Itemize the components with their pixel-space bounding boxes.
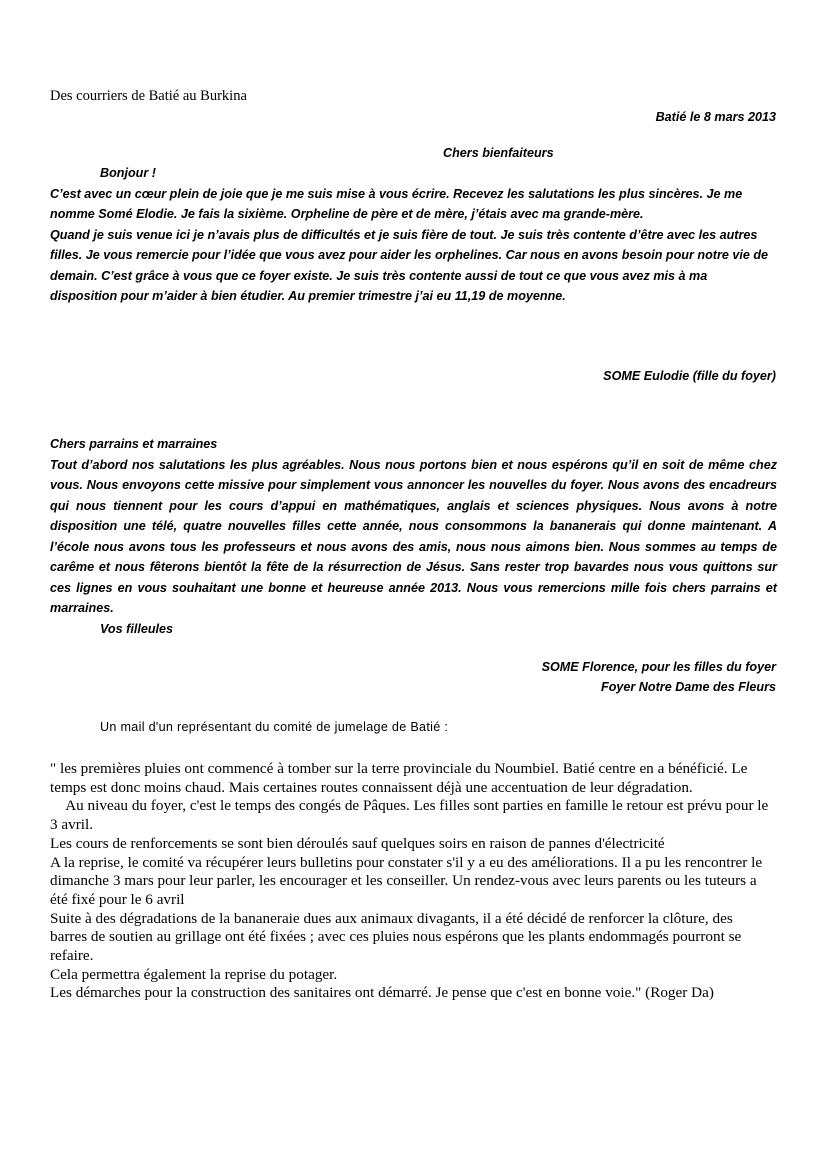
mail-paragraph: A la reprise, le comité va récupérer leurs bulletins pour constater s'il y a eu des améliorations. Il a pu les rencontrer le dimanche 3 mars pour leur parler, les encourager et les conseiller. Un rendez-vous avec leurs parents ou les tuteurs a été fixé pour le 6 avril — [50, 853, 763, 908]
letter2-body — [50, 434, 777, 639]
letter1-paragraph: Quand je suis venue ici je n’avais plus de difficultés et je suis fière de tout. Je suis très contente d’être avec les autres filles. Je vous remercie pour l’idée que vous avez pour aider les orphelines. Car nous en avons besoin pour notre vie de demain. C’est grâce à vous que ce foyer existe. Je suis très contente aussi de tout ce que vous avez mis à ma disposition pour m’aider à bien étudier. Au premier trimestre j’ai eu 11,19 de moyenne. — [50, 227, 769, 303]
mail-paragraph: Suite à des dégradations de la bananeraie dues aux animaux divagants, il a été décidé de renforcer la clôture, des barres de soutien au grillage ont été fixées ; avec ces pluies nous espérons que les plants endommagés pourront se refaire. — [50, 909, 742, 965]
letter1-salutation: Chers bienfaiteurs — [443, 146, 554, 160]
letter2-signature-line2: Foyer Notre Dame des Fleurs — [601, 680, 776, 694]
letter2-signature-line1: SOME Florence, pour les filles du foyer — [541, 660, 776, 674]
mail-paragraph: " les premières pluies ont commencé à tomber sur la terre provinciale du Noumbiel. Batié centre en a bénéficié. Le temps est donc moins chaud. Mais certaines routes connaissent déjà une accentuation de leur dégradation. — [50, 760, 748, 796]
letter1-signature: SOME Eulodie (fille du foyer) — [603, 369, 776, 383]
mail-paragraph: Les démarches pour la construction des sanitaires ont démarré. Je pense que c'est en bonne voie." (Roger Da) — [50, 984, 714, 1002]
letter1-paragraph: C’est avec un cœur plein de joie que je me suis mise à vous écrire. Recevez les salutations les plus sincères. Je me nomme Somé Elodie. Je fais la sixième. Orpheline de père et de mère, j’étais avec ma grande-mère. — [50, 186, 743, 221]
mail-title: Un mail d'un représentant du comité de jumelage de Batié : — [100, 720, 449, 734]
letter2-paragraph: Tout d’abord nos salutations les plus agréables. Nous nous portons bien et nous espérons qu’il en soit de même chez vous. Nous envoyons cette missive pour simplement vous annoncer les nouvelles du foyer. Nous avons des encadreurs qui nous tiennent pour les cours d’appui en mathématiques, anglais et sciences physiques. Nous avons à notre disposition une télé, quatre nouvelles filles cette année, nous consommons la bananerais qui donne maintenant. A l’école nous avons tous les professeurs et nous avons des amis, nous nous aimons bien. Nous sommes au temps de carême et nous fêterons bientôt la fête de la résurrection de Jésus. Sans rester trop bavardes nous vous quittons sur ces lignes en vous souhaitant une bonne et heureuse année 2013. Nous vous remercions mille fois chers parrains et marraines. — [50, 457, 777, 615]
document-heading: Des courriers de Batié au Burkina — [50, 88, 247, 104]
letter1-body — [50, 163, 777, 307]
mail-body — [50, 760, 773, 1003]
mail-paragraph: Cela permettra également la reprise du potager. — [50, 965, 338, 983]
letter2-closing: Vos filleules — [100, 621, 174, 636]
mail-paragraph: Au niveau du foyer, c'est le temps des congés de Pâques. Les filles sont parties en famille le retour est prévu pour le 3 avril. — [50, 797, 773, 834]
letter1-date: Batié le 8 mars 2013 — [655, 110, 776, 124]
mail-paragraph: Les cours de renforcements se sont bien déroulés sauf quelques soirs en raison de pannes d'électricité — [50, 834, 665, 852]
letter1-greeting: Bonjour ! — [100, 166, 156, 180]
letter2-salutation: Chers parrains et marraines — [50, 437, 218, 451]
